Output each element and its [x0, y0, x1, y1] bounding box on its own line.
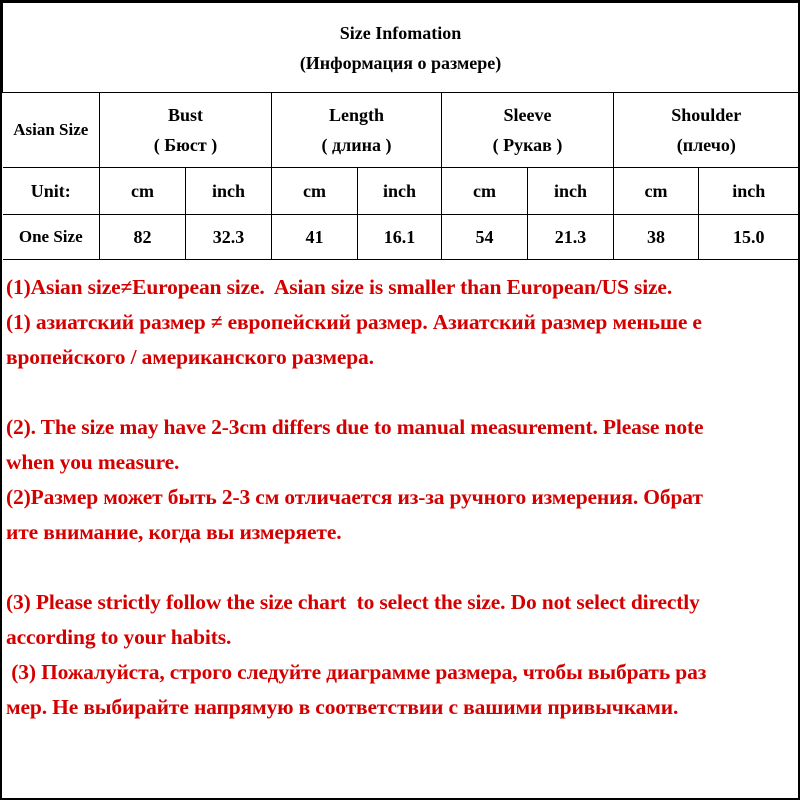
- note-1-ru-line-1: (1) азиатский размер ≠ европейский размер. Азиатский размер меньше е: [6, 310, 702, 334]
- length-label-ru: ( длина ): [321, 135, 392, 155]
- note-1-en: (1)Asian size≠European size. Asian size is smaller than European/US size.: [6, 275, 673, 299]
- size-notes: [6, 270, 798, 725]
- length-label: Length: [328, 105, 384, 125]
- note-2-en-line-1: (2). The size may have 2-3cm differs due to manual measurement. Please note: [6, 415, 704, 439]
- note-spacer: [6, 550, 798, 585]
- note-3-en-line-1: (3) Please strictly follow the size chart to select the size. Do not select directly: [6, 590, 700, 614]
- sleeve-unit-cm: cm: [442, 168, 528, 215]
- note-3-ru-line-2: мер. Не выбирайте напрямую в соответствии с вашими привычками.: [6, 695, 679, 719]
- size-table: [2, 2, 799, 260]
- shoulder-cm-value: 38: [614, 215, 699, 260]
- shoulder-label-ru: (плечо): [676, 135, 736, 155]
- note-2-en-line-2: when you measure.: [6, 450, 180, 474]
- shoulder-unit-cm: cm: [614, 168, 699, 215]
- note-3-ru-line-1: (3) Пожалуйста, строго следуйте диаграмме размера, чтобы выбрать раз: [6, 660, 707, 684]
- sleeve-header: [442, 93, 614, 168]
- table-title-ru: (Информация о размере): [299, 52, 502, 73]
- shoulder-label: Shoulder: [671, 105, 742, 125]
- size-name-cell: One Size: [3, 215, 100, 260]
- shoulder-unit-inch: inch: [699, 168, 799, 215]
- length-header: [272, 93, 442, 168]
- sleeve-label-ru: ( Рукав ): [492, 135, 563, 155]
- length-unit-cm: cm: [272, 168, 358, 215]
- table-title-en: Size Infomation: [339, 22, 462, 43]
- unit-row: [3, 168, 799, 215]
- bust-unit-cm: cm: [100, 168, 186, 215]
- bust-cm-value: 82: [100, 215, 186, 260]
- bust-unit-inch: inch: [186, 168, 272, 215]
- note-2-ru-line-2: ите внимание, когда вы измеряете.: [6, 520, 342, 544]
- unit-label: Unit:: [3, 168, 100, 215]
- length-cm-value: 41: [272, 215, 358, 260]
- sleeve-cm-value: 54: [442, 215, 528, 260]
- length-inch-value: 16.1: [358, 215, 442, 260]
- note-3-en-line-2: according to your habits.: [6, 625, 232, 649]
- column-header-row: [3, 93, 799, 168]
- note-spacer: [6, 375, 798, 410]
- shoulder-header: [614, 93, 799, 168]
- note-1-ru-line-2: вропейского / американского размера.: [6, 345, 374, 369]
- length-unit-inch: inch: [358, 168, 442, 215]
- bust-label-ru: ( Бюст ): [153, 135, 218, 155]
- asian-size-header: Asian Size: [3, 93, 100, 168]
- sleeve-unit-inch: inch: [528, 168, 614, 215]
- note-2-ru-line-1: (2)Размер может быть 2-3 см отличается из-за ручного измерения. Обрат: [6, 485, 703, 509]
- shoulder-inch-value: 15.0: [699, 215, 799, 260]
- sleeve-label: Sleeve: [503, 105, 552, 125]
- sleeve-inch-value: 21.3: [528, 215, 614, 260]
- table-row: [3, 215, 799, 260]
- table-title-row: [3, 3, 799, 93]
- table-title-cell: [3, 3, 799, 93]
- bust-label: Bust: [167, 105, 203, 125]
- bust-header: [100, 93, 272, 168]
- bust-inch-value: 32.3: [186, 215, 272, 260]
